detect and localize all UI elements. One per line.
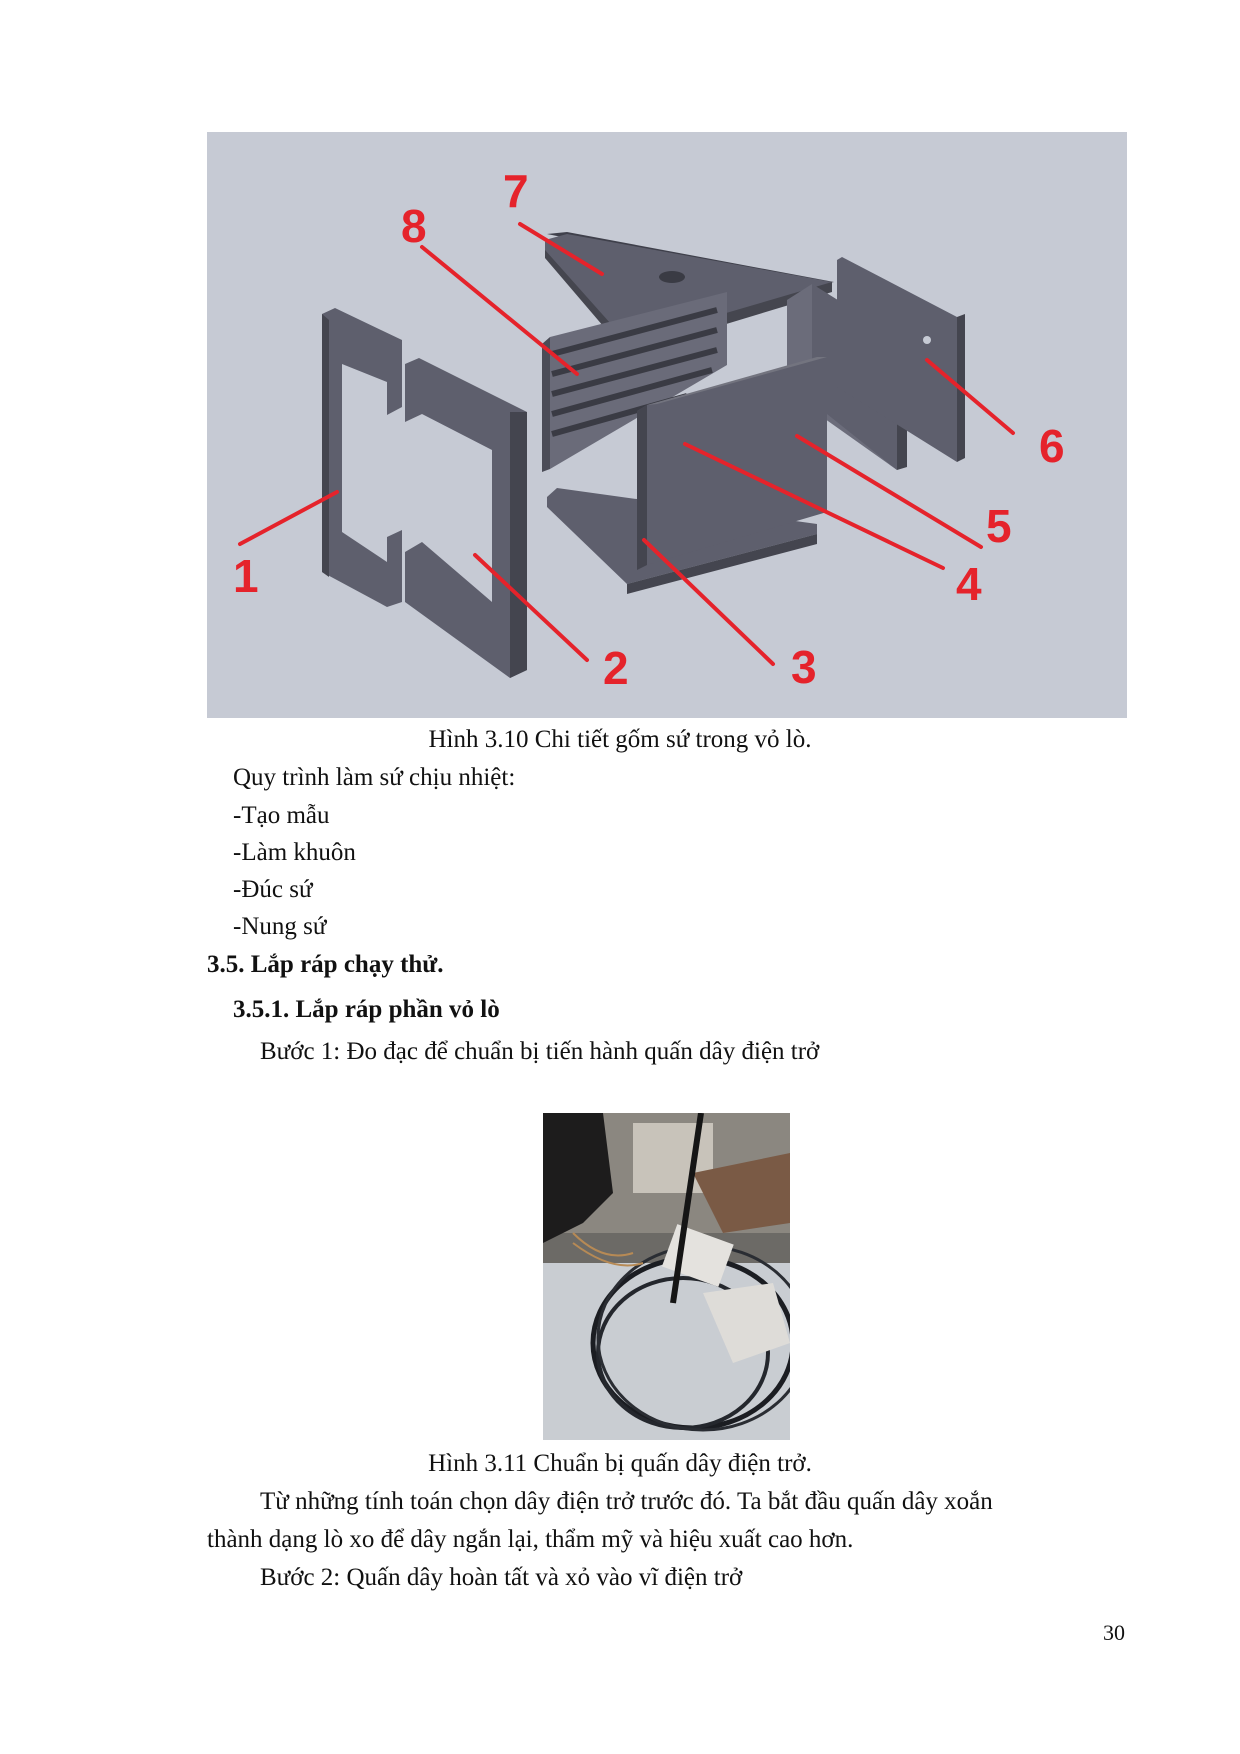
- ceramic-parts-drawing: [207, 132, 1127, 718]
- label-part-7: 7: [503, 165, 529, 217]
- ceramic-parts-figure: [207, 132, 1127, 718]
- subsection-heading: 3.5.1. Lắp ráp phần vỏ lò: [233, 996, 500, 1023]
- process-step: -Tạo mẫu: [233, 802, 330, 829]
- photo-illustration: [543, 1113, 790, 1440]
- label-part-1: 1: [233, 550, 259, 602]
- paragraph-line-1: Từ những tính toán chọn dây điện trở trước đó. Ta bắt đầu quấn dây xoắn: [260, 1488, 993, 1515]
- process-step: -Nung sứ: [233, 913, 327, 940]
- paragraph-line-2: thành dạng lò xo để dây ngắn lại, thẩm mỹ và hiệu xuất cao hơn.: [207, 1526, 854, 1553]
- section-heading: 3.5. Lắp ráp chạy thử.: [207, 951, 444, 978]
- step-2-text: Bước 2: Quấn dây hoàn tất và xỏ vào vĩ điện trở: [260, 1564, 743, 1591]
- label-part-3: 3: [791, 641, 817, 693]
- process-intro: Quy trình làm sứ chịu nhiệt:: [233, 764, 516, 791]
- page-number: 30: [1103, 1620, 1125, 1645]
- label-part-6: 6: [1039, 420, 1065, 472]
- wire-winding-photo: [543, 1113, 790, 1440]
- process-step: -Đúc sứ: [233, 876, 313, 903]
- part-1-door-frame: [322, 308, 402, 607]
- label-part-8: 8: [401, 200, 427, 252]
- figure-3-10-caption: Hình 3.10 Chi tiết gốm sứ trong vỏ lò.: [428, 726, 812, 753]
- part-2-door-frame: [405, 358, 527, 678]
- figure-3-11-caption: Hình 3.11 Chuẩn bị quấn dây điện trở.: [428, 1450, 812, 1477]
- process-step: -Làm khuôn: [233, 839, 356, 866]
- label-part-2: 2: [603, 642, 629, 694]
- label-part-5: 5: [986, 500, 1012, 552]
- label-part-4: 4: [956, 558, 982, 610]
- step-1-text: Bước 1: Đo đạc để chuẩn bị tiến hành quấn dây điện trở: [260, 1038, 820, 1065]
